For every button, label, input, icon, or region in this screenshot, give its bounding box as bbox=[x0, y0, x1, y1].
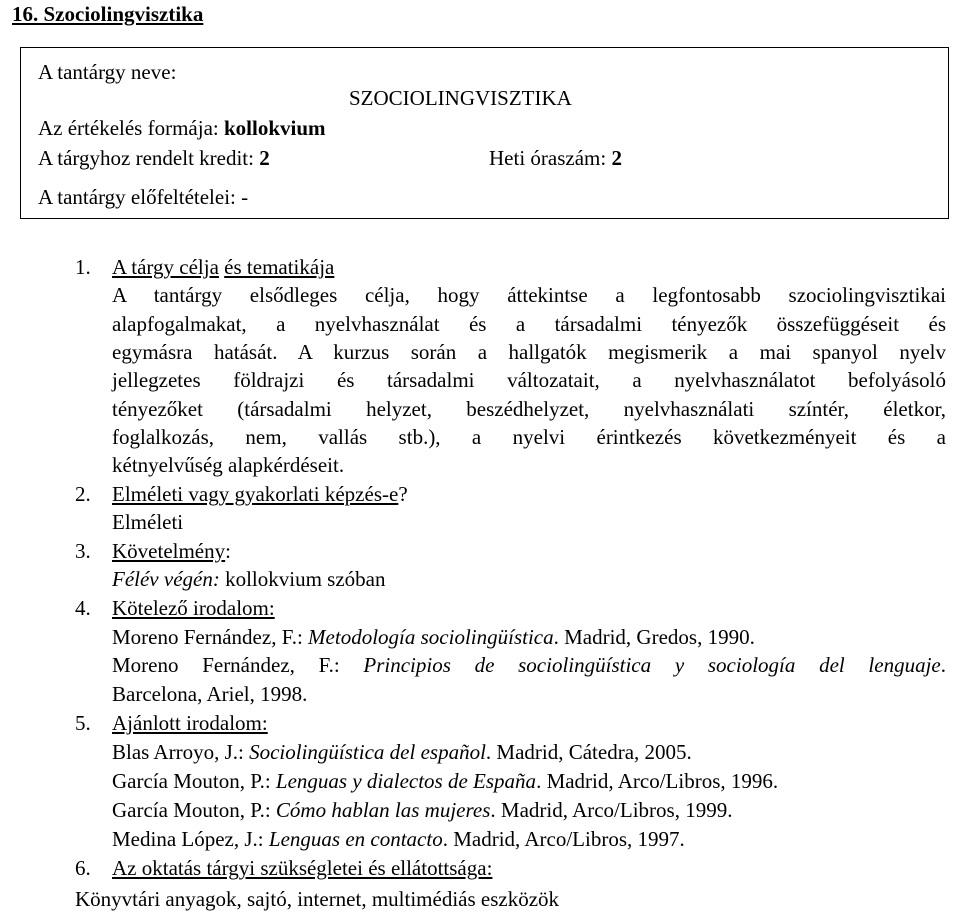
section2-value: Elméleti bbox=[112, 510, 184, 534]
reference-item: Moreno Fernández, F.: Metodología sociolingüística. Madrid, Gredos, 1990. bbox=[112, 625, 755, 649]
evaluation-value: kollokvium bbox=[224, 116, 326, 140]
section4-number: 4. bbox=[75, 596, 91, 620]
reference-item: Medina López, J.: Lenguas en contacto. Madrid, Arco/Libros, 1997. bbox=[112, 827, 685, 851]
section3-title: Követelmény: bbox=[112, 539, 231, 563]
course-name-value: SZOCIOLINGVISZTIKA bbox=[349, 86, 572, 110]
hours-row: Heti óraszám: 2 bbox=[489, 146, 622, 170]
section1-last-line: kétnyelvűség alapkérdéseit. bbox=[112, 453, 345, 477]
section1-title: A tárgy célja és tematikája bbox=[112, 255, 335, 279]
section1-line: tényezőket (társadalmi helyzet, beszédhelyzet, nyelvhasználati színtér, életkor, bbox=[112, 397, 946, 421]
section6-value: Könyvtári anyagok, sajtó, internet, multimédiás eszközök bbox=[75, 887, 560, 911]
reference-item: García Mouton, P.: Cómo hablan las mujeres. Madrid, Arco/Libros, 1999. bbox=[112, 798, 733, 822]
reference-item: Moreno Fernández, F.: Principios de sociolingüística y sociología del lenguaje. bbox=[112, 653, 946, 677]
credit-value: 2 bbox=[259, 146, 270, 170]
section1-line: egymásra hatását. A kurzus során a hallgatók megismerik a mai spanyol nyelv bbox=[112, 340, 946, 364]
section6-title: Az oktatás tárgyi szükségletei és ellátottsága: bbox=[112, 856, 493, 880]
section3-value: Félév végén: kollokvium szóban bbox=[112, 567, 386, 591]
prerequisites: A tantárgy előfeltételei: - bbox=[38, 185, 249, 209]
page-title: 16. Szociolingvisztika bbox=[12, 2, 204, 26]
hours-value: 2 bbox=[611, 146, 622, 170]
section3-number: 3. bbox=[75, 539, 91, 563]
section4-title: Kötelező irodalom: bbox=[112, 596, 275, 620]
section2-title: Elméleti vagy gyakorlati képzés-e? bbox=[112, 482, 408, 506]
section1-line: foglalkozás, nem, vallás stb.), a nyelvi érintkezés következményeit és a bbox=[112, 425, 946, 449]
section1-line: alapfogalmakat, a nyelvhasználat és a társadalmi tényezők összefüggéseit és bbox=[112, 312, 946, 336]
section2-number: 2. bbox=[75, 482, 91, 506]
section1-number: 1. bbox=[75, 255, 91, 279]
credit-row: A tárgyhoz rendelt kredit: 2 bbox=[38, 146, 270, 170]
reference-item: Blas Arroyo, J.: Sociolingüística del español. Madrid, Cátedra, 2005. bbox=[112, 740, 692, 764]
reference-item: García Mouton, P.: Lenguas y dialectos de España. Madrid, Arco/Libros, 1996. bbox=[112, 769, 779, 793]
reference-continuation: Barcelona, Ariel, 1998. bbox=[112, 682, 308, 706]
section1-line: A tantárgy elsődleges célja, hogy áttekintse a legfontosabb szociolingvisztikai bbox=[112, 283, 946, 307]
section1-line: jellegzetes földrajzi és társadalmi változatait, a nyelvhasználatot befolyásoló bbox=[112, 368, 946, 392]
evaluation-row: Az értékelés formája: kollokvium bbox=[38, 116, 326, 140]
section6-number: 6. bbox=[75, 856, 91, 880]
section5-title: Ajánlott irodalom: bbox=[112, 711, 268, 735]
section5-number: 5. bbox=[75, 711, 91, 735]
course-name-label: A tantárgy neve: bbox=[38, 60, 177, 84]
